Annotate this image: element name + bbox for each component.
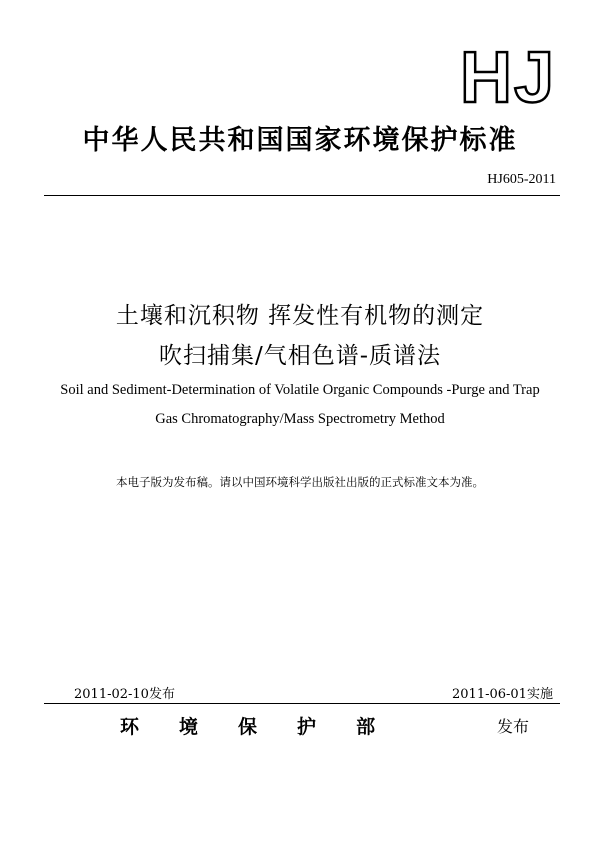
bottom-divider [44, 703, 560, 704]
issuer-char: 境 [179, 716, 199, 738]
title-en-line1: Soil and Sediment-Determination of Volatile Organic Compounds -Purge and Trap [60, 382, 540, 398]
release-date: 2011-02-10发布 [74, 687, 175, 702]
issuer-char: 部 [356, 716, 376, 738]
issue-verb: 发布 [497, 717, 530, 736]
hj-logo: HJ [459, 38, 556, 118]
organization-title: 中华人民共和国国家环境保护标准 [82, 125, 518, 156]
top-divider [44, 195, 560, 196]
title-zh-line1: 土壤和沉积物 挥发性有机物的测定 [115, 303, 485, 329]
issuer-char: 环 [120, 716, 140, 738]
notice-text: 本电子版为发布稿。请以中国环境科学出版社出版的正式标准文本为准。 [116, 475, 484, 489]
title-zh-line2: 吹扫捕集/气相色谱-质谱法 [158, 343, 442, 369]
effective-date: 2011-06-01实施 [452, 687, 553, 702]
issuer-name [120, 712, 375, 739]
title-en-line2: Gas Chromatography/Mass Spectrometry Method [155, 411, 445, 427]
issuer-char: 保 [238, 716, 258, 738]
issuer-char: 护 [297, 716, 317, 738]
standard-code: HJ605-2011 [487, 172, 556, 187]
